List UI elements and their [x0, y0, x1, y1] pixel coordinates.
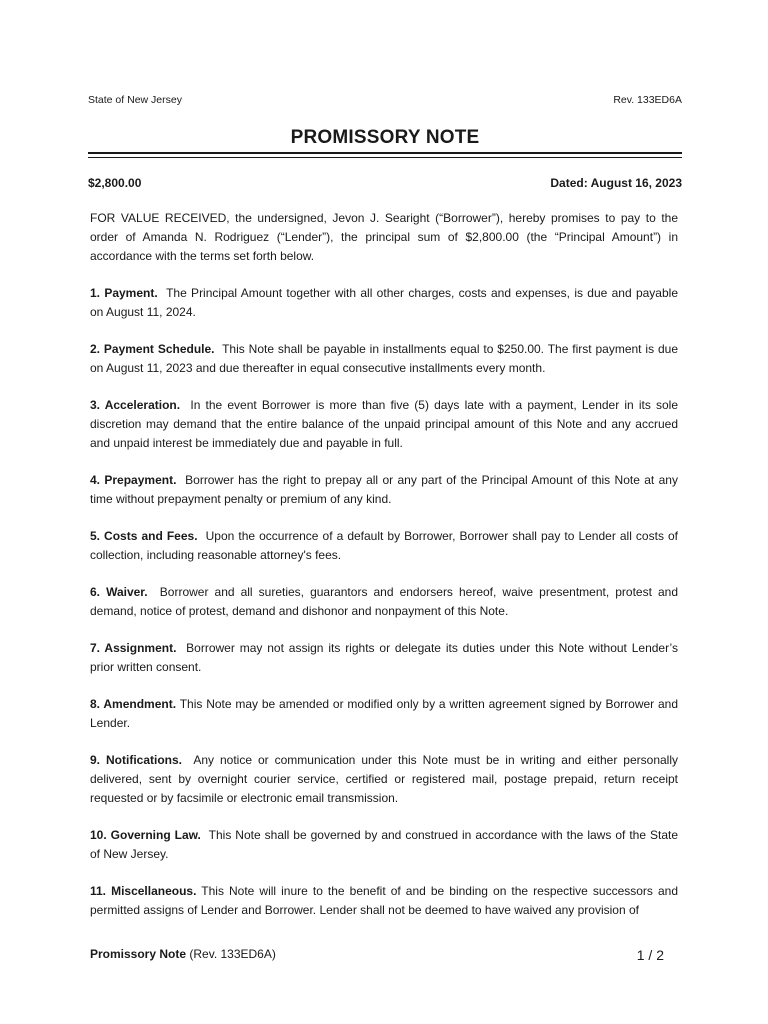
document-body [90, 209, 678, 938]
section-miscellaneous [90, 882, 678, 920]
intro-paragraph: FOR VALUE RECEIVED, the undersigned, Jevon J. Searight (“Borrower”), hereby promises to pay to the order of Amanda N. Rodriguez (“Lender”), the principal sum of $2,800.00 (the “Principal Amount”) in accordance with the terms set forth below. [90, 211, 678, 263]
section-governing-law [90, 826, 678, 864]
section-heading: 1. Payment. [90, 286, 158, 300]
section-amendment [90, 695, 678, 733]
principal-amount: $2,800.00 [88, 176, 142, 190]
section-assignment [90, 639, 678, 677]
section-heading: 2. Payment Schedule. [90, 342, 215, 356]
section-heading: 8. Amendment. [90, 697, 177, 711]
title-rule-thick [88, 152, 682, 154]
section-heading: 9. Notifications. [90, 753, 182, 767]
footer-doc-rev: (Rev. 133ED6A) [189, 947, 276, 961]
section-text: This Note shall be payable in installments equal to $250.00. The first payment is due on August 11, 2023 and due thereafter in equal consecutive installments every month. [90, 342, 678, 375]
page-number: 1 / 2 [636, 947, 664, 963]
section-costs-and-fees [90, 527, 678, 565]
section-waiver [90, 583, 678, 621]
section-notifications [90, 751, 678, 808]
document-title: PROMISSORY NOTE [290, 127, 480, 148]
section-prepayment [90, 471, 678, 509]
footer-doc-name: Promissory Note [90, 947, 187, 961]
section-text: Upon the occurrence of a default by Borrower, Borrower shall pay to Lender all costs of collection, including reasonable attorney's fees. [90, 529, 678, 562]
section-heading: 7. Assignment. [90, 641, 177, 655]
section-heading: 6. Waiver. [90, 585, 148, 599]
section-text: Any notice or communication under this Note must be in writing and either personally delivered, sent by overnight courier service, certified or registered mail, postage prepaid, return receipt requested or by facsimile or electronic email transmission. [90, 753, 678, 805]
section-heading: 4. Prepayment. [90, 473, 177, 487]
revision-label: Rev. 133ED6A [613, 94, 682, 106]
section-text: The Principal Amount together with all other charges, costs and expenses, is due and payable on August 11, 2024. [90, 286, 678, 319]
section-text: Borrower may not assign its rights or delegate its duties under this Note without Lender’s prior written consent. [90, 641, 678, 674]
section-heading: 5. Costs and Fees. [90, 529, 198, 543]
section-text: This Note shall be governed by and construed in accordance with the laws of the State of New Jersey. [90, 828, 679, 861]
footer-doc-label [90, 946, 276, 962]
section-text: In the event Borrower is more than five (5) days late with a payment, Lender in its sole discretion may demand that the entire balance of the unpaid principal amount of this Note and any accrued and unpaid interest be immediately due and payable in full. [90, 398, 679, 450]
section-payment-schedule [90, 340, 678, 378]
section-heading: 11. Miscellaneous. [90, 884, 197, 898]
section-text: Borrower and all sureties, guarantors and endorsers hereof, waive presentment, protest and demand, notice of protest, demand and dishonor and nonpayment of this Note. [90, 585, 679, 618]
section-heading: 10. Governing Law. [90, 828, 201, 842]
section-acceleration [90, 396, 678, 453]
section-payment [90, 284, 678, 322]
dated-label: Dated: August 16, 2023 [550, 176, 682, 190]
section-text: Borrower has the right to prepay all or any part of the Principal Amount of this Note at any time without prepayment penalty or premium of any kind. [90, 473, 678, 506]
title-rule-thin [88, 157, 682, 158]
section-text: This Note will inure to the benefit of and be binding on the respective successors and permitted assigns of Lender and Borrower. Lender shall not be deemed to have waived any provision of [90, 884, 678, 917]
state-label: State of New Jersey [88, 94, 182, 106]
section-heading: 3. Acceleration. [90, 398, 181, 412]
section-text: This Note may be amended or modified only by a written agreement signed by Borrower and Lender. [90, 697, 679, 730]
